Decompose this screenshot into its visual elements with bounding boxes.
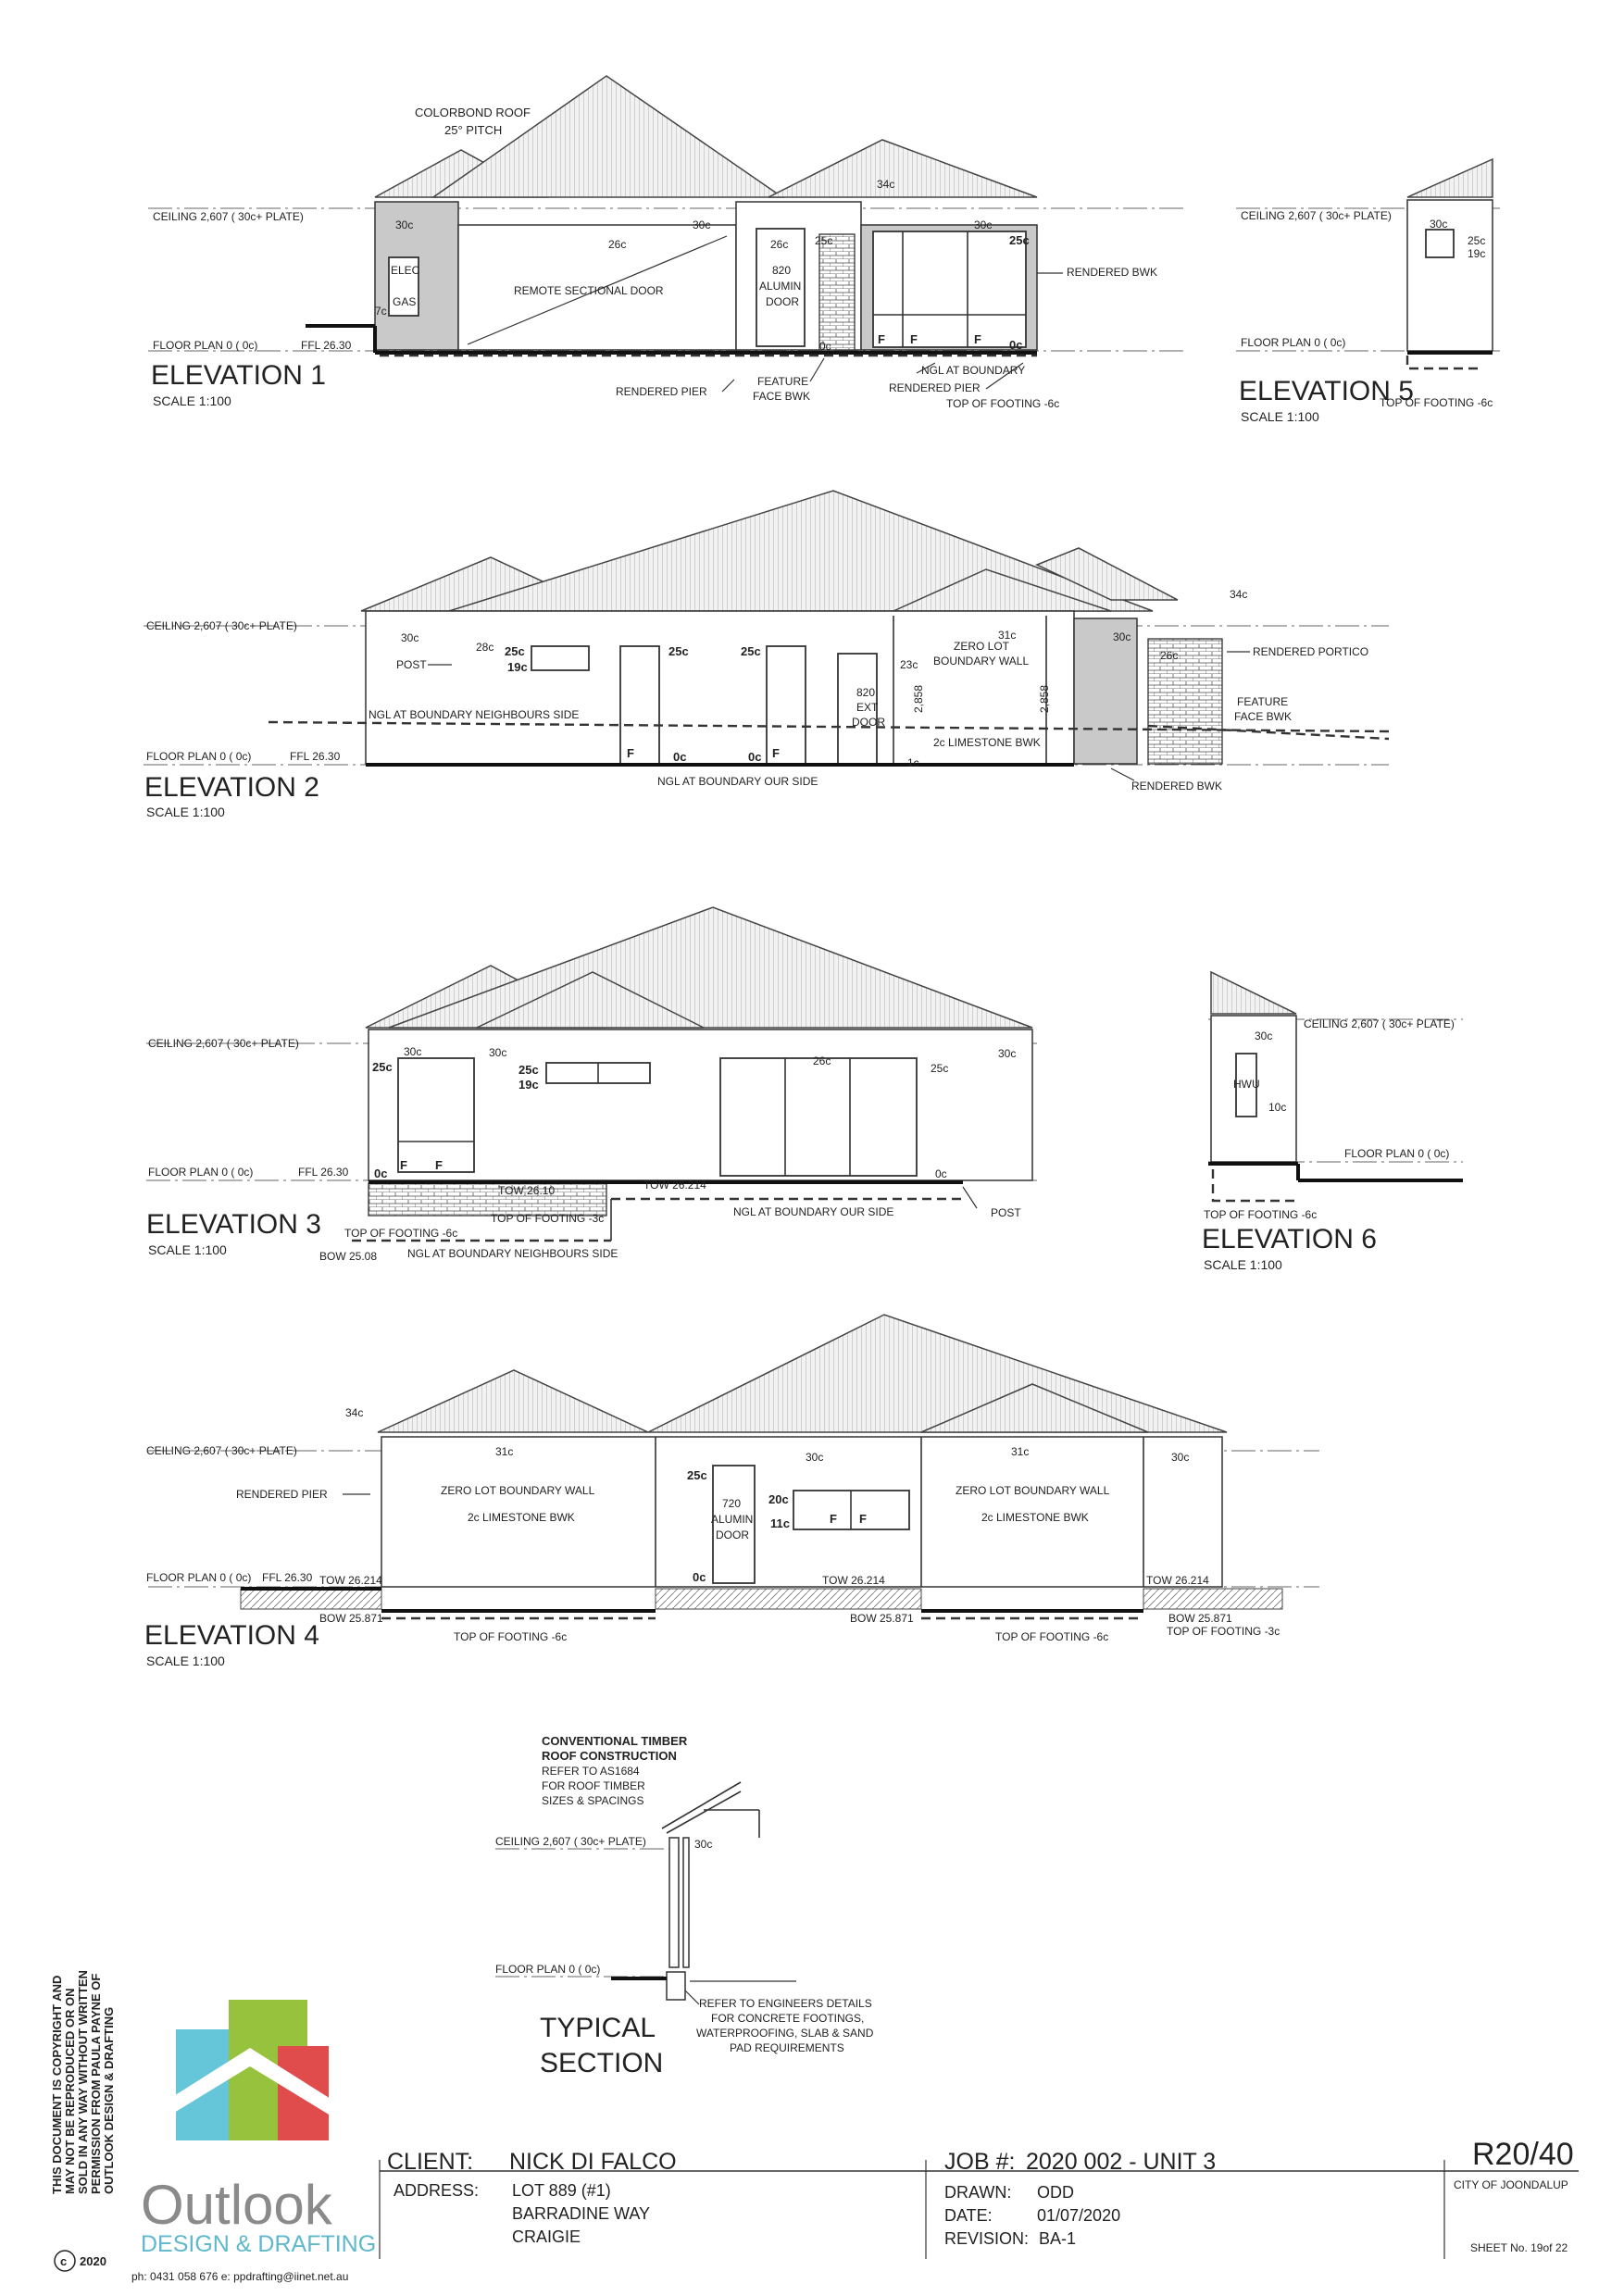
- wall-height-dimension: 2,858: [912, 684, 925, 713]
- footing-note: TOP OF FOOTING -6c: [344, 1227, 458, 1240]
- level-0c: 0c: [673, 750, 687, 764]
- level-1c: 1c: [907, 756, 919, 769]
- logo-subtitle: DESIGN & DRAFTING: [141, 2231, 377, 2257]
- bow-level: BOW 25.871: [319, 1612, 383, 1625]
- ceiling-label: CEILING 2,607 ( 30c+ PLATE): [495, 1835, 646, 1848]
- garage-door-note: REMOTE SECTIONAL DOOR: [514, 284, 664, 297]
- copyright-line: OUTLOOK DESIGN & DRAFTING: [102, 2006, 116, 2194]
- level-25c: 25c: [741, 644, 761, 658]
- level-20c: 20c: [768, 1492, 789, 1506]
- post-note: POST: [396, 658, 427, 671]
- address-line: CRAIGIE: [512, 2227, 581, 2246]
- level-23c: 23c: [900, 658, 918, 671]
- door-type: ALUMIN: [711, 1513, 754, 1526]
- door-type: ALUMIN: [759, 280, 802, 293]
- bow-level: BOW 25.871: [1168, 1612, 1232, 1625]
- floor-label: FLOOR PLAN 0 ( 0c): [146, 750, 252, 763]
- sheet-number: SHEET No. 19of 22: [1470, 2241, 1568, 2254]
- copyright-line: PERMISSION FROM PAULA PAYNE OF: [89, 1973, 103, 2194]
- logo-contact: ph: 0431 058 676 e: ppdrafting@iinet.net.au: [131, 2270, 349, 2283]
- level-30c: 30c: [395, 218, 414, 231]
- level-25c: 25c: [518, 1063, 539, 1077]
- roof-construction-note: CONVENTIONAL TIMBER: [542, 1734, 688, 1748]
- door-size: 720: [722, 1497, 742, 1510]
- tow-level: TOW 26.214: [1146, 1574, 1209, 1587]
- floor-label: FLOOR PLAN 0 ( 0c): [153, 339, 258, 352]
- elevation-5: [1236, 159, 1500, 424]
- fixed-glass-mark: F: [772, 746, 780, 760]
- copyright-line: SOLD IN ANY WAY WITHOUT WRITTEN: [76, 1970, 90, 2194]
- level-0c: 0c: [1009, 338, 1023, 352]
- fixed-glass-mark: F: [400, 1158, 407, 1172]
- roof-construction-note: ROOF CONSTRUCTION: [542, 1749, 677, 1763]
- section-title: TYPICAL: [540, 2013, 656, 2043]
- elevation-scale: SCALE 1:100: [148, 1242, 227, 1257]
- level-30c: 30c: [806, 1451, 824, 1464]
- level-19c: 19c: [1468, 247, 1486, 260]
- elevation-scale: SCALE 1:100: [1204, 1257, 1282, 1272]
- engineers-note: WATERPROOFING, SLAB & SAND: [696, 2027, 874, 2040]
- level-30c: 30c: [1113, 630, 1131, 643]
- footing-note: TOP OF FOOTING -6c: [1204, 1208, 1318, 1221]
- rendered-bwk-note: RENDERED BWK: [1067, 266, 1158, 279]
- roof-note-1: COLORBOND ROOF: [415, 106, 531, 119]
- elevation-title: ELEVATION 6: [1202, 1224, 1377, 1254]
- rendered-portico-note: RENDERED PORTICO: [1253, 645, 1369, 658]
- level-7c: 7c: [375, 305, 387, 318]
- density-code: R20/40: [1472, 2137, 1574, 2172]
- elevation-scale: SCALE 1:100: [146, 1653, 225, 1668]
- zero-lot-note: BOUNDARY WALL: [933, 655, 1030, 668]
- door-size: 820: [772, 264, 792, 277]
- level-34c: 34c: [1230, 588, 1248, 601]
- hwu-label: HWU: [1233, 1078, 1260, 1091]
- fixed-glass-mark: F: [859, 1512, 867, 1526]
- limestone-note: 2c LIMESTONE BWK: [981, 1511, 1089, 1524]
- job-number: 2020 002 - UNIT 3: [1026, 2149, 1217, 2175]
- door-label: DOOR: [766, 295, 799, 308]
- level-0c: 0c: [748, 750, 762, 764]
- limestone-note: 2c LIMESTONE BWK: [468, 1511, 575, 1524]
- level-34c: 34c: [877, 178, 895, 191]
- floor-label: FLOOR PLAN 0 ( 0c): [146, 1571, 252, 1584]
- level-31c: 31c: [495, 1445, 514, 1458]
- copyright-year: 2020: [80, 2254, 106, 2268]
- drawn-label: DRAWN:: [944, 2183, 1012, 2202]
- level-26c: 26c: [813, 1054, 831, 1067]
- feature-note: FEATURE: [1237, 695, 1289, 708]
- level-30c: 30c: [404, 1045, 422, 1058]
- level-26c: 26c: [608, 238, 627, 251]
- gas-meter: GAS: [393, 295, 417, 308]
- company-logo: [131, 2000, 376, 2283]
- copyright-notice: [50, 1970, 116, 2271]
- copyright-line: MAY NOT BE REPRODUCED OR ON: [63, 1988, 77, 2194]
- roof-construction-note: FOR ROOF TIMBER: [542, 1779, 645, 1792]
- level-30c: 30c: [693, 218, 711, 231]
- elevation-title: ELEVATION 3: [146, 1209, 321, 1240]
- date-value: 01/07/2020: [1037, 2206, 1121, 2225]
- level-31c: 31c: [1011, 1445, 1030, 1458]
- bow-level: BOW 25.871: [850, 1612, 914, 1625]
- section-title: SECTION: [540, 2048, 664, 2078]
- footing-note: TOP OF FOOTING -6c: [995, 1630, 1109, 1643]
- level-0c: 0c: [935, 1167, 947, 1180]
- copyright-symbol: c: [60, 2254, 68, 2268]
- zero-lot-note: ZERO LOT: [954, 640, 1010, 653]
- job-label: JOB #:: [944, 2149, 1016, 2175]
- level-0c: 0c: [374, 1167, 388, 1180]
- client-label: CLIENT:: [387, 2149, 474, 2175]
- limestone-note: 2c LIMESTONE BWK: [933, 736, 1041, 749]
- ceiling-label: CEILING 2,607 ( 30c+ PLATE): [146, 619, 297, 632]
- logo-name: Outlook: [141, 2174, 332, 2236]
- zero-lot-note: ZERO LOT BOUNDARY WALL: [441, 1484, 595, 1497]
- door-type: EXT: [856, 701, 879, 714]
- floor-label: FLOOR PLAN 0 ( 0c): [495, 1963, 601, 1976]
- tow-level: TOW 26.214: [643, 1179, 706, 1192]
- revision-label: REVISION:: [944, 2229, 1030, 2248]
- level-0c: 0c: [693, 1570, 706, 1584]
- floor-label: FLOOR PLAN 0 ( 0c): [148, 1166, 254, 1179]
- ffl-label: FFL 26.30: [262, 1571, 313, 1584]
- address-line: BARRADINE WAY: [512, 2204, 651, 2223]
- ceiling-label: CEILING 2,607 ( 30c+ PLATE): [148, 1037, 299, 1050]
- level-19c: 19c: [507, 660, 528, 674]
- level-25c: 25c: [687, 1468, 707, 1482]
- level-19c: 19c: [518, 1078, 539, 1092]
- footing-note: TOP OF FOOTING -6c: [1380, 396, 1493, 409]
- rendered-pier-note: RENDERED PIER: [616, 385, 707, 398]
- rendered-pier-note: RENDERED PIER: [236, 1488, 328, 1501]
- ceiling-label: CEILING 2,607 ( 30c+ PLATE): [153, 210, 304, 223]
- level-25c: 25c: [668, 644, 689, 658]
- floor-label: FLOOR PLAN 0 ( 0c): [1241, 336, 1346, 349]
- tow-level: TOW 26.214: [319, 1574, 382, 1587]
- ngl-neighbours-note: NGL AT BOUNDARY NEIGHBOURS SIDE: [407, 1247, 618, 1260]
- level-30c: 30c: [1430, 218, 1448, 231]
- elevation-title: ELEVATION 1: [151, 360, 326, 391]
- rendered-bwk-note: RENDERED BWK: [1131, 780, 1223, 792]
- fixed-glass-mark: F: [974, 332, 981, 346]
- ngl-our-note: NGL AT BOUNDARY OUR SIDE: [733, 1205, 894, 1218]
- engineers-note: PAD REQUIREMENTS: [730, 2041, 844, 2054]
- ceiling-label: CEILING 2,607 ( 30c+ PLATE): [1304, 1017, 1455, 1030]
- level-25c: 25c: [372, 1060, 393, 1074]
- elevation-title: ELEVATION 4: [144, 1620, 319, 1651]
- level-28c: 28c: [476, 641, 494, 654]
- client-name: NICK DI FALCO: [509, 2149, 677, 2175]
- ffl-label: FFL 26.30: [298, 1166, 349, 1179]
- revision-value: BA-1: [1039, 2229, 1077, 2248]
- footing-note: TOP OF FOOTING -3c: [1167, 1625, 1280, 1638]
- fixed-glass-mark: F: [627, 746, 634, 760]
- door-label: DOOR: [852, 716, 885, 729]
- elevation-scale: SCALE 1:100: [146, 805, 225, 819]
- bow-level: BOW 25.08: [319, 1250, 378, 1263]
- level-0c: 0c: [819, 340, 831, 353]
- post-note: POST: [991, 1206, 1021, 1219]
- level-30c: 30c: [401, 631, 419, 644]
- drawn-value: ODD: [1037, 2183, 1074, 2202]
- typical-section: [495, 1734, 874, 2078]
- elevation-2: [144, 491, 1389, 819]
- elevation-scale: SCALE 1:100: [1241, 409, 1319, 424]
- level-11c: 11c: [770, 1516, 790, 1530]
- title-block: [380, 2137, 1579, 2259]
- level-31c: 31c: [998, 629, 1017, 642]
- level-30c: 30c: [1171, 1451, 1190, 1464]
- level-25c: 25c: [931, 1062, 949, 1075]
- elevation-3: [146, 907, 1037, 1263]
- fixed-glass-mark: F: [878, 332, 885, 346]
- wall-height-dimension: 2,858: [1038, 684, 1051, 713]
- ngl-note: NGL AT BOUNDARY: [921, 364, 1026, 377]
- footing-note: TOP OF FOOTING -6c: [454, 1630, 568, 1643]
- elevation-1: [148, 76, 1185, 410]
- roof-note-2: 25° PITCH: [444, 123, 503, 137]
- fixed-glass-mark: F: [910, 332, 918, 346]
- level-25c: 25c: [815, 234, 833, 247]
- engineers-note: REFER TO ENGINEERS DETAILS: [699, 1997, 872, 2010]
- level-10c: 10c: [1268, 1101, 1287, 1114]
- zero-lot-note: ZERO LOT BOUNDARY WALL: [956, 1484, 1110, 1497]
- footing-note: TOP OF FOOTING -6c: [946, 397, 1060, 410]
- footing-note: TOP OF FOOTING -3c: [491, 1212, 605, 1225]
- address-line: LOT 889 (#1): [512, 2181, 611, 2200]
- ngl-our-note: NGL AT BOUNDARY OUR SIDE: [657, 775, 818, 788]
- level-25c: 25c: [1009, 233, 1030, 247]
- elevation-6: [1202, 972, 1463, 1272]
- council-name: CITY OF JOONDALUP: [1454, 2178, 1568, 2191]
- level-25c: 25c: [1468, 234, 1486, 247]
- ffl-label: FFL 26.30: [301, 339, 352, 352]
- elevation-title: ELEVATION 5: [1239, 376, 1414, 406]
- fixed-glass-mark: F: [830, 1512, 837, 1526]
- tow-level: TOW 26.214: [822, 1574, 885, 1587]
- ngl-neighbours-note: NGL AT BOUNDARY NEIGHBOURS SIDE: [369, 708, 580, 721]
- elevation-scale: SCALE 1:100: [153, 393, 231, 408]
- date-label: DATE:: [944, 2206, 993, 2225]
- ffl-label: FFL 26.30: [290, 750, 341, 763]
- elevation-title: ELEVATION 2: [144, 772, 319, 803]
- roof-construction-note: SIZES & SPACINGS: [542, 1794, 644, 1807]
- feature-note: FEATURE: [757, 375, 809, 388]
- ceiling-label: CEILING 2,607 ( 30c+ PLATE): [146, 1444, 297, 1457]
- level-26c: 26c: [1160, 649, 1179, 662]
- ceiling-label: CEILING 2,607 ( 30c+ PLATE): [1241, 209, 1392, 222]
- level-30c: 30c: [1255, 1029, 1273, 1042]
- fixed-glass-mark: F: [435, 1158, 443, 1172]
- feature-note: FACE BWK: [1234, 710, 1293, 723]
- elec-meter: ELEC: [391, 264, 420, 277]
- feature-note: FACE BWK: [753, 390, 811, 403]
- level-34c: 34c: [345, 1406, 364, 1419]
- engineers-note: FOR CONCRETE FOOTINGS,: [711, 2012, 865, 2025]
- copyright-line: THIS DOCUMENT IS COPYRIGHT AND: [50, 1975, 64, 2194]
- level-26c: 26c: [770, 238, 789, 251]
- level-30c: 30c: [998, 1047, 1017, 1060]
- roof-construction-note: REFER TO AS1684: [542, 1765, 640, 1778]
- floor-label: FLOOR PLAN 0 ( 0c): [1344, 1147, 1450, 1160]
- tow-level: TOW 26.10: [498, 1184, 556, 1197]
- address-label: ADDRESS:: [394, 2181, 480, 2200]
- door-size: 820: [856, 686, 876, 699]
- level-30c: 30c: [974, 218, 993, 231]
- level-30c: 30c: [489, 1046, 507, 1059]
- elevation-4: [144, 1315, 1319, 1668]
- rendered-pier-note: RENDERED PIER: [889, 381, 981, 394]
- door-label: DOOR: [716, 1529, 749, 1541]
- level-25c: 25c: [505, 644, 525, 658]
- level-30c: 30c: [694, 1838, 713, 1851]
